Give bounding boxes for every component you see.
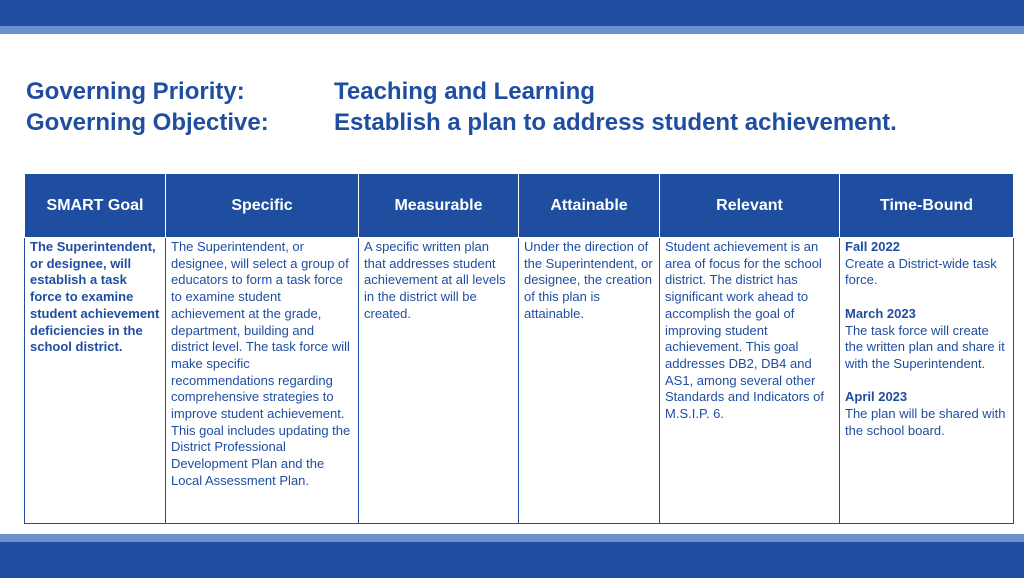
- header-specific: Specific: [166, 174, 359, 238]
- governing-objective-row: [26, 107, 897, 138]
- governing-priority-row: [26, 76, 897, 107]
- cell-time-bound: [840, 238, 1014, 524]
- timeline-text: The task force will create the written plan and share it with the Superintendent.: [845, 322, 1005, 371]
- header-relevant: Relevant: [660, 174, 840, 238]
- cell-specific: The Superintendent, or designee, will select a group of educators to form a task force to examine student achievement at the grade, department, building and district level. The task force will make specific recommendations regarding comprehensive strategies to improve student achievement. This goal includes updating the District Professional Development Plan and the Local Assessment Plan.: [166, 238, 359, 524]
- timeline-date: Fall 2022: [845, 239, 900, 254]
- timeline-entry-march-2023: [845, 306, 1008, 373]
- timeline-text: Create a District-wide task force.: [845, 255, 997, 288]
- bottom-banner-bar: [0, 542, 1024, 578]
- top-banner-stripe: [0, 26, 1024, 34]
- cell-measurable: A specific written plan that addresses student achievement at all levels in the district will be created.: [359, 238, 519, 524]
- governing-priority-label: Governing Priority:: [26, 78, 245, 105]
- bottom-banner-stripe: [0, 534, 1024, 542]
- timeline-date: April 2023: [845, 389, 908, 405]
- governing-priority-value: Teaching and Learning: [334, 78, 595, 105]
- governing-heading: [26, 76, 897, 138]
- timeline-entry-fall-2022: [845, 239, 1008, 289]
- header-attainable: Attainable: [519, 174, 660, 238]
- timeline-entry-april-2023: [845, 389, 1008, 439]
- governing-objective-value: Establish a plan to address student achievement.: [334, 109, 897, 136]
- cell-attainable: Under the direction of the Superintendent, or designee, the creation of this plan is attainable.: [519, 238, 660, 524]
- header-time-bound: Time-Bound: [840, 174, 1014, 238]
- smart-goal-table: [24, 173, 1014, 524]
- top-banner-bar: [0, 0, 1024, 26]
- header-smart-goal: SMART Goal: [25, 174, 166, 238]
- table-header-row: [25, 174, 1014, 238]
- cell-smart-goal: The Superintendent, or designee, will establish a task force to examine student achievement deficiencies in the school district.: [25, 238, 166, 524]
- timeline-date: March 2023: [845, 305, 916, 321]
- header-measurable: Measurable: [359, 174, 519, 238]
- table-row: [25, 238, 1014, 524]
- cell-relevant: Student achievement is an area of focus for the school district. The district has significant work ahead to accomplish the goal of improving student achievement. This goal addresses DB2, DB4 and AS1, among several other Standards and Indicators of M.S.I.P. 6.: [660, 238, 840, 524]
- governing-objective-label: Governing Objective:: [26, 109, 269, 136]
- timeline-text: The plan will be shared with the school board.: [845, 406, 1006, 438]
